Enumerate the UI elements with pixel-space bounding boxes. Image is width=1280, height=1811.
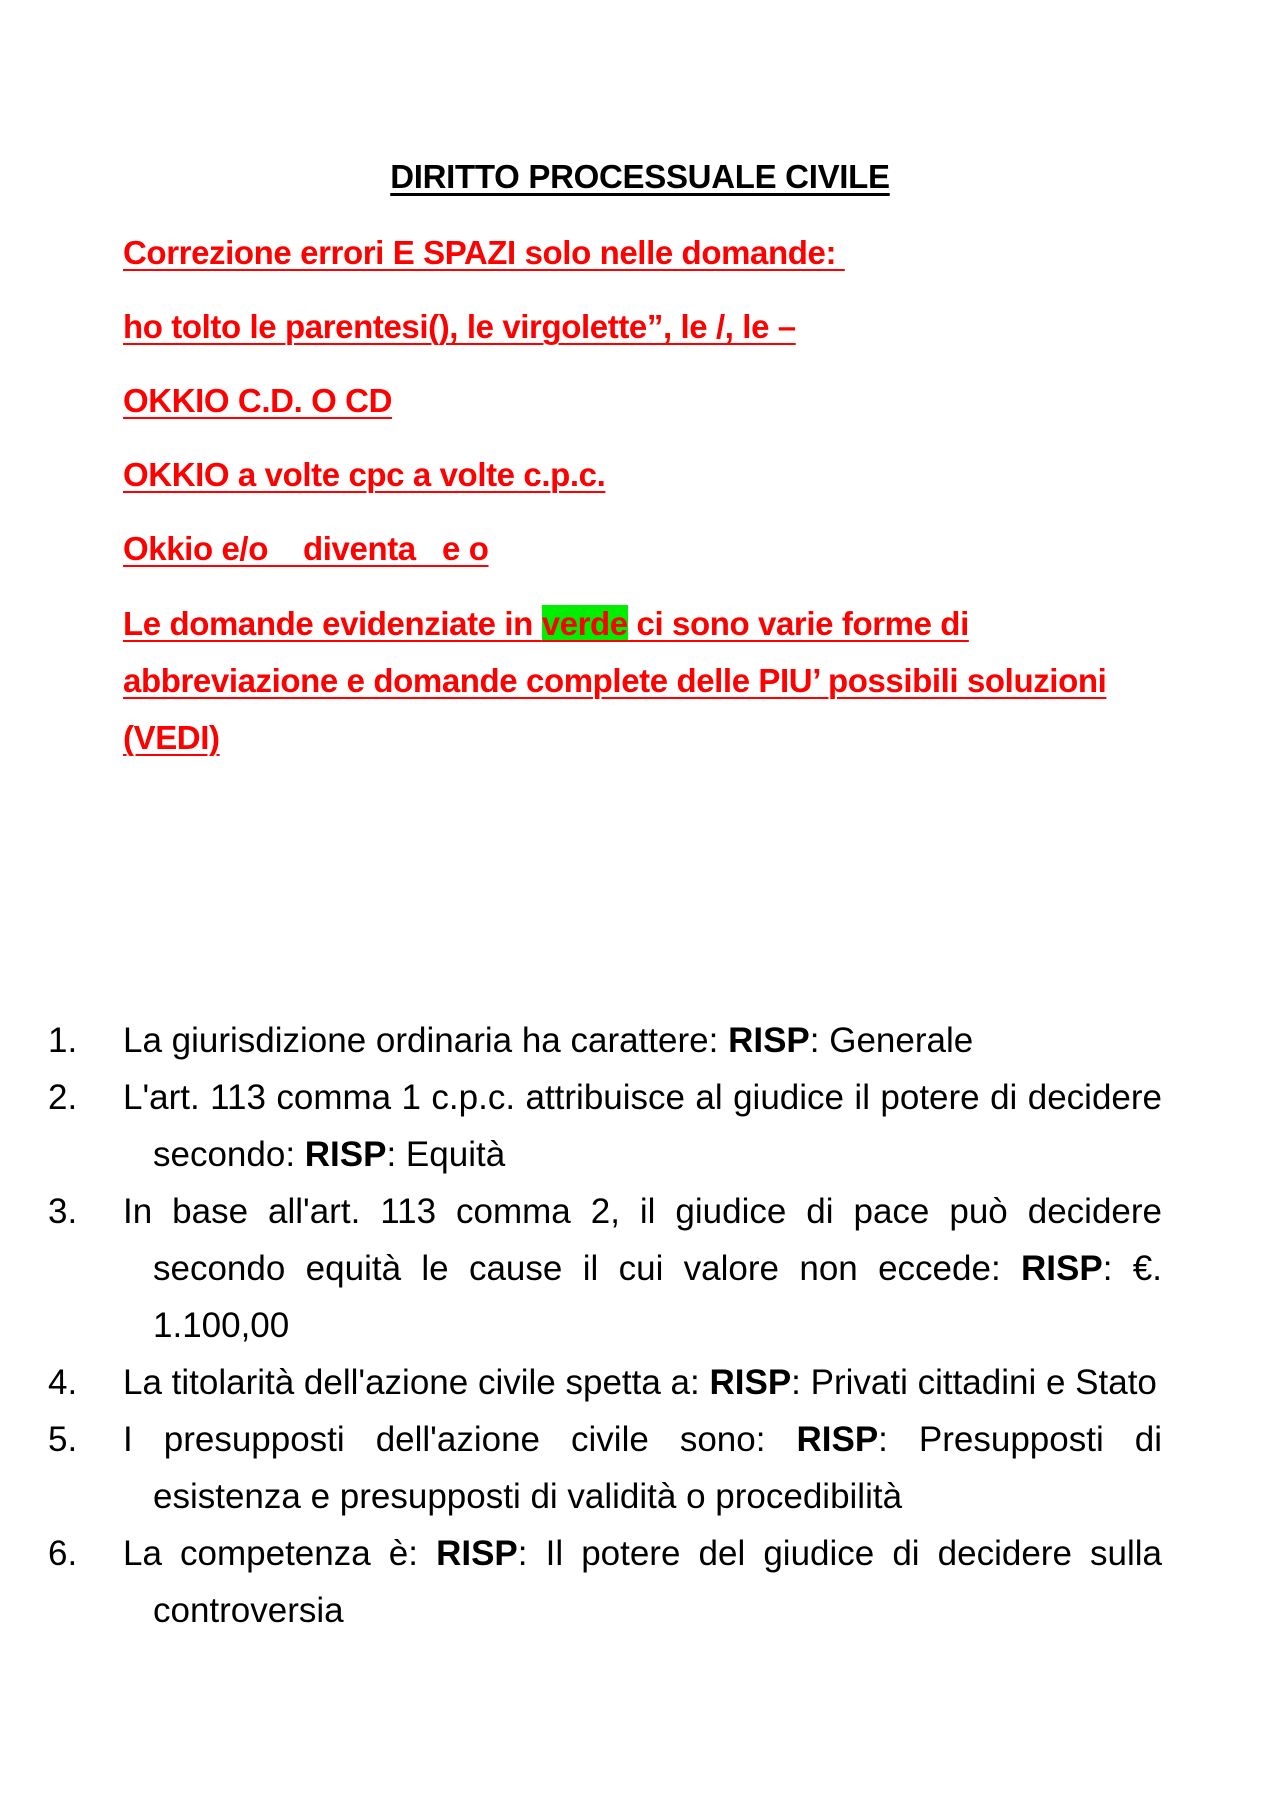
list-item bbox=[40, 1012, 1162, 1069]
answer-text: : €. 1.100,00 bbox=[153, 1249, 1162, 1345]
highlight-note-before: Le domande evidenziate in bbox=[123, 605, 542, 642]
answer-text: : Generale bbox=[809, 1021, 974, 1060]
answer-text: : Il potere del giudice di decidere sulla controversia bbox=[153, 1534, 1162, 1630]
question-text: I presupposti dell'azione civile sono: bbox=[123, 1420, 797, 1459]
note-line: OKKIO a volte cpc a volte c.p.c. bbox=[123, 456, 606, 493]
item-text bbox=[123, 1354, 1162, 1411]
item-number: 6. bbox=[48, 1534, 78, 1573]
highlighted-word: verde bbox=[541, 605, 628, 642]
risp-label: RISP bbox=[728, 1021, 810, 1060]
note-line: Correzione errori E SPAZI solo nelle domande: bbox=[123, 234, 845, 271]
list-item bbox=[40, 1525, 1162, 1639]
note-line: Okkio e/o diventa e o bbox=[123, 530, 489, 567]
question-text: In base all'art. 113 comma 2, il giudice di pace può decidere secondo equità le cause il cui valore non eccede: bbox=[123, 1192, 1162, 1288]
item-number: 2. bbox=[48, 1078, 78, 1117]
note-line: OKKIO C.D. O CD bbox=[123, 382, 393, 419]
item-number: 3. bbox=[48, 1192, 78, 1231]
item-text bbox=[123, 1411, 1162, 1525]
item-number: 5. bbox=[48, 1420, 78, 1459]
answer-text: : Equità bbox=[386, 1135, 506, 1174]
risp-label: RISP bbox=[1021, 1249, 1103, 1288]
item-number: 4. bbox=[48, 1363, 78, 1402]
item-text bbox=[123, 1069, 1162, 1183]
document-title: DIRITTO PROCESSUALE CIVILE bbox=[390, 158, 890, 195]
list-item bbox=[40, 1069, 1162, 1183]
list-item bbox=[40, 1411, 1162, 1525]
editor-notes bbox=[123, 233, 1163, 766]
question-list bbox=[40, 1012, 1162, 1639]
question-text: L'art. 113 comma 1 c.p.c. attribuisce al giudice il potere di decidere secondo: bbox=[123, 1078, 1162, 1174]
question-text: La competenza è: bbox=[123, 1534, 437, 1573]
answer-text: : Privati cittadini e Stato bbox=[791, 1363, 1157, 1402]
item-text bbox=[123, 1012, 1162, 1069]
note-line: ho tolto le parentesi(), le virgolette”, le /, le – bbox=[123, 308, 796, 345]
risp-label: RISP bbox=[796, 1420, 879, 1459]
answer-text: : Presupposti di esistenza e presupposti di validità o procedibilità bbox=[153, 1420, 1162, 1516]
item-text bbox=[123, 1525, 1162, 1639]
highlight-note-after: ci sono varie forme di abbreviazione e domande complete delle PIU’ possibili soluzioni (VEDI) bbox=[123, 605, 1107, 756]
item-number: 1. bbox=[48, 1021, 78, 1060]
risp-label: RISP bbox=[304, 1135, 387, 1174]
item-text bbox=[123, 1183, 1162, 1354]
risp-label: RISP bbox=[436, 1534, 518, 1573]
question-text: La giurisdizione ordinaria ha carattere: bbox=[123, 1021, 729, 1060]
list-item bbox=[40, 1354, 1162, 1411]
highlight-note bbox=[123, 595, 1163, 766]
list-item bbox=[40, 1183, 1162, 1354]
question-text: La titolarità dell'azione civile spetta a: bbox=[123, 1363, 710, 1402]
risp-label: RISP bbox=[709, 1363, 792, 1402]
